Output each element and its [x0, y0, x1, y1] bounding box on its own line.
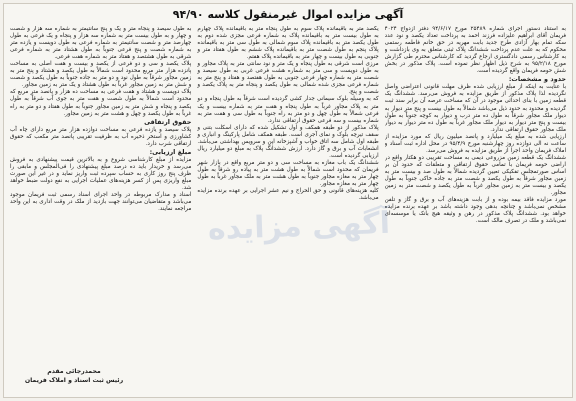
- paragraph: پلاک مذکور از دو طبقه همکف و اول تشکیل شده که دارای اسکلت بتنی و سقف تیرچه بلوک و نمای آجری است. طبقه همکف شامل پارکینگ و انباری و طبقه اول شامل سه اتاق خواب و آشپزخانه اپن و سرویس بهداشتی می‌باشد. انشعابات آب و برق و گاز دارد. ارزش ششدانگ پلاک به مبلغ دو میلیارد ریال ارزیابی گردیده است.: [197, 124, 379, 159]
- paragraph: یکصد متر به باقیمانده پلاک سوم به طول پنجاه متر به باقیمانده پلاک چهارم به طول بیست متر به باقیمانده پلاک به شماره فرعی مجزی شده دوم به طول یکصد متر به باقیمانده پلاک سوم شمالی به طول سی متر به باقیمانده پلاک پنجم به طول شصت متر به باقیمانده پلاک ششم به طول هفتاد متر و جنوبی به طول بیست و چهار متر به باقیمانده پلاک هفتم.: [197, 26, 379, 61]
- paragraph: به استناد دستور اجرای شماره ۲۵۴۸۹ مورخ ۹۴/۶/۱۷ دفتر ازدواج ۴۰۲۴ فریمان آقای ابراهیم علیزاده فرزند احمد به پرداخت تعداد یکصد و نود عدد سکه تمام بهار آزادی طرح جدید بابت مهریه در حق خانم فاطمه رستمی محکوم که به علت عدم پرداخت ششدانگ پلاک ثبتی متعلق به وی بازداشت و به کارشناس رسمی دادگستری ارجاع گردید که کارشناس محترم طی گزارش مورخ ۹۵/۲/۱۸ به شرح ذیل اظهار نظر نموده است. پلاک مذکور در بخش شش حومه فریمان واقع گردیده است.: [384, 26, 566, 75]
- paragraph: پلاک یکصد و سی و دو فرعی از یکصد و بیست و هفت اصلی به مساحت پانزده هزار متر مربع محدود است شمالاً به طول یکصد و هشتاد و پنج متر به زمین مجاور شرقاً به طول نود و دو متر به جاده جنوباً به طول یکصد و شصت و شش متر به زمین مجاور غرباً به طول هشتاد و یک متر به زمین مجاور.: [10, 61, 192, 89]
- paragraph: ششدانگ یک قطعه زمین مزروعی دیمی به مساحت تقریبی دو هکتار واقع در اراضی حومه فریمان با تمامی حقوق ارتفاقی و متعلقات که حدود آن بر اساس صورتمجلس تفکیکی تعیین گردیده شمالاً به طول صد و بیست متر به زمین مجاور شرقاً به طول یکصد و شصت متر به جاده خاکی جنوباً به طول یکصد و بیست متر به زمین مجاور غرباً به طول یکصد و شصت متر به زمین مجاور.: [384, 154, 566, 197]
- signature-block: [14, 367, 134, 385]
- section-heading-easement: حقوق ارتفاقی: [144, 117, 192, 126]
- watermark: آگهی مزایده: [207, 205, 391, 248]
- paragraph: پلاک دویست و هشتاد و هفت فرعی به مساحت ده هزار و پانصد متر مربع که محدود است شمالاً به طول شصت و هفت متر به جوی آب شرقاً به طول یکصد و پنجاه و شش متر به زمین مجاور جنوباً به طول هفتاد و دو متر به راه غرباً به طول یکصد و چهل و هشت متر به زمین مجاور.: [10, 89, 192, 117]
- section-heading-limits: حدود و مشخصات:: [508, 75, 566, 84]
- paragraph: با عنایت به اینکه از مبلغ ارزیابی شده ظرف مهلت قانونی اعتراضی واصل نگردیده لذا پلاک مذکور از طریق مزایده به فروش می‌رسد. ششدانگ یک قطعه زمین با بنای احداثی موجود در آن که مساحت عرصه آن برابر سند ثبت گردیده و محدود به حدود ذیل می‌باشد شمالاً به طول بیست و پنج متر دیوار به دیوار ملک مجاور شرقاً به طول ده متر درب و دیوار به کوچه جنوباً به طول بیست و پنج متر دیوار به دیوار ملک مجاور غرباً به طول ده متر دیوار به دیوار ملک مجاور حقوق ارتفاقی ندارد.: [384, 84, 566, 133]
- section-heading-valuation: مبلغ ارزیابی:: [149, 147, 192, 156]
- signer-role: رئیس ثبت اسناد و املاک فریمان: [24, 377, 124, 384]
- auction-notice: [3, 3, 573, 398]
- paragraph: که به وسیله بلوک سیمانی جدار کشی گردیده است شرقاً به طول پنجاه و دو متر به پلاک مجاور غرباً به طول پنجاه و هفت متر به شماره بیست و یک فرعی شمالاً به طول چهل و دو متر به راه جنوباً به طول سی و هفت متر به شماره بیست و سه فرعی حقوق ارتفاقی ندارد.: [197, 96, 379, 124]
- paragraph: مورد مزایده فاقد بیمه بوده و از بابت هزینه‌های آب و برق و گاز و تلفن مشخص نمی‌باشد و چنانچه بدهی وجود داشته باشد بر عهده برنده مزایده خواهد بود. ششدانگ پلاک مذکور در رهن و وثیقه هیچ بانک یا موسسه‌ای نمی‌باشد و ملک در تصرف مالک است.: [384, 197, 566, 225]
- notice-columns: [10, 26, 566, 391]
- paragraph: ششدانگ یک باب مغازه به مساحت سی و دو متر مربع واقع در بازار شهر فریمان که محدود است شمالاً به طول هشت متر به پیاده رو شرقاً به طول چهار متر به مغازه مجاور جنوباً به طول هشت متر به ملک مجاور غرباً به طول چهار متر به مغازه مجاور.: [197, 159, 379, 188]
- paragraph: کلیه هزینه‌های قانونی و حق الحراج و نیم عشر اجرایی بر عهده برنده مزایده می‌باشد.: [197, 188, 379, 202]
- paragraph: به طول سیصد و پنجاه متر و یک و پنج سانتیمتر به شماره سه هزار و شصت و چهار و به طول بیست متر به شماره سه هزار و پنجاه و یک فرعی به طول چهارصد متر و شصت سانتیمتر به شماره فرعی به طول دویست و یازده متر به شماره شصت و پنج فرعی جنوباً به طول هشتاد متر به شماره فرعی شرقی به طول هشتصد و هفتاد متر به شماره هفت فرعی.: [10, 26, 192, 61]
- paragraph: مزایده از مبلغ کارشناسی شروع و به بالاترین قیمت پیشنهادی به فروش می‌رسد و خریدار باید ده درصد مبلغ پیشنهادی را فی‌المجلس و مابقی را ظرف پنج روز کاری به حساب سپرده ثبت واریز نماید و در غیر این صورت مبلغ واریزی پس از کسر هزینه‌های عملیات اجرایی به نفع دولت ضبط خواهد شد.: [10, 156, 192, 192]
- column-right: [385, 26, 566, 391]
- paragraph: پلاک سیصد و یازده فرعی به مساحت دوازده هزار متر مربع دارای چاه آب کشاورزی و استخر ذخیره آب به ظرفیت تقریبی پانصد متر مکعب که حقوق ارتفاقی شرب دارد.: [10, 126, 192, 147]
- signer-name: محمدرجائی مقدم: [47, 368, 101, 375]
- paragraph: مرزی است شرقی به طول پنجاه و یک متر و نود سانتی متر به پلاک مجاور و به طول دویست و سی متر به شماره هشت فرعی غربی به طول سیصد و شصت متر به شماره چهار فرعی جنوبی به طول هفتصد و هفتاد و پنج متر به شماره فرعی مجزی شده شمالی به طول یکصد و پنجاه متر به پلاک یکصد و شصت و پنج.: [197, 61, 379, 96]
- column-middle: [197, 26, 378, 391]
- paragraph: اسناد و مدارک مربوطه در واحد اجرای اسناد رسمی ثبت فریمان موجود می‌باشد و متقاضیان می‌توانند جهت بازدید از ملک در وقت اداری به این واحد مراجعه نمایند.: [10, 192, 192, 213]
- notice-title: آگهی مزایده اموال غیرمنقول کلاسه ۹۴/۹۰: [172, 8, 404, 21]
- column-left: [10, 26, 191, 391]
- paragraph: ارزیابی شده به مبلغ یک میلیارد و پانصد میلیون ریال که مورد مزایده از ساعت نه الی دوازده روز چهارشنبه مورخ ۹۵/۴/۹ در محل اداره ثبت اسناد و املاک فریمان واحد اجرا از طریق مزایده به فروش می‌رسد.: [384, 133, 566, 154]
